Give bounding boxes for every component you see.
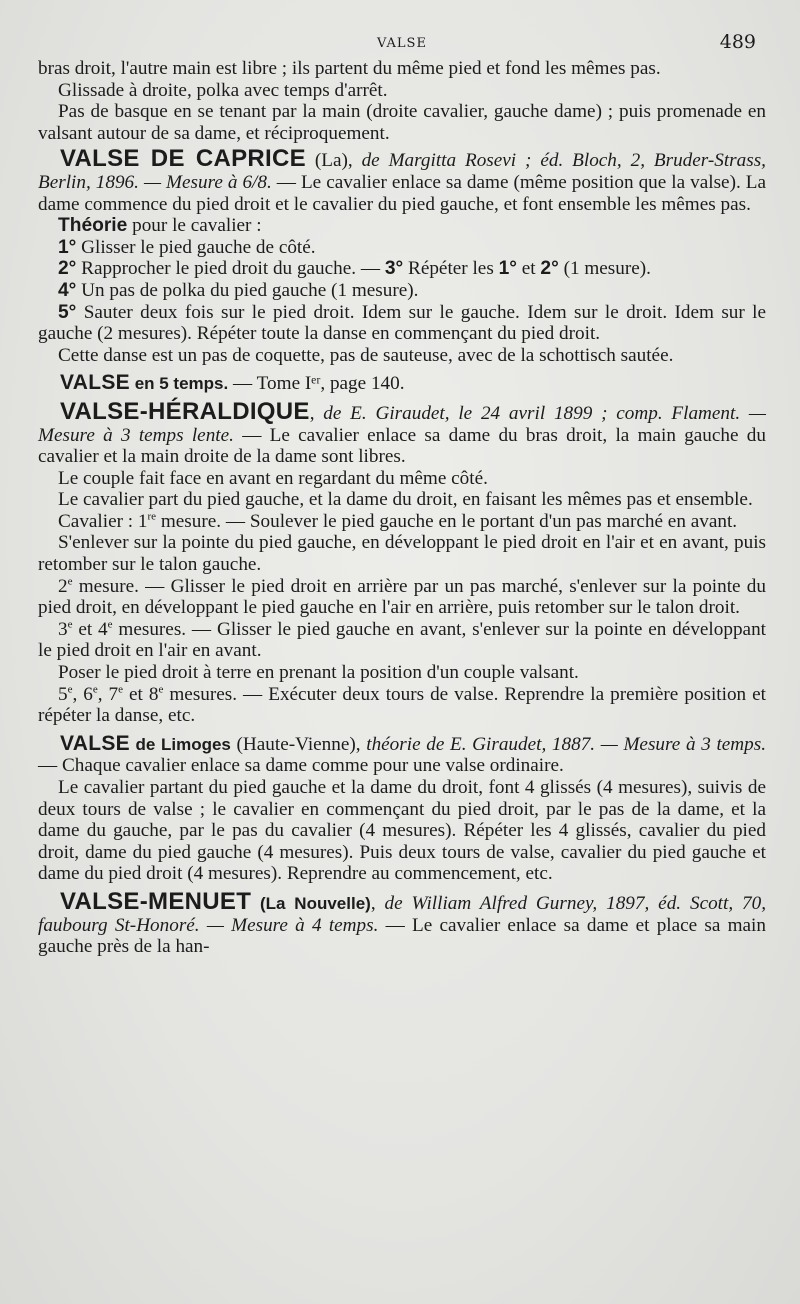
page-number: 489 xyxy=(719,31,756,53)
entry-valse-de-limoges xyxy=(38,733,766,885)
entry-valse-menuet: VALSE-MENUET (La Nouvelle), de William Alfred Gurney, 1897, éd. Scott, 70, faubourg St-Honoré. — Mesure à 4 temps. — Le cavalier enlace sa dame et place sa main gauche près de la han- xyxy=(38,887,767,958)
entry-description: — Le cavalier enlace sa dame et place sa main gauche près de la han- xyxy=(38,914,766,958)
body-text xyxy=(38,58,766,958)
paragraph: 5e, 6e, 7e et 8e mesures. — Exécuter deux tours de valse. Reprendre la première position et répéter la danse, etc. xyxy=(38,683,766,727)
entry-description: — Le cavalier enlace sa dame du bras droit, la main gauche du cavalier et la main droite de la dame sont libres. xyxy=(38,424,766,468)
entry-subtitle: en 5 temps. xyxy=(129,374,229,394)
entry-article: (La), xyxy=(305,150,362,172)
running-title: VALSE xyxy=(377,36,427,51)
entry-valse-heraldique: VALSE-HÉRALDIQUE, de E. Giraudet, le 24 avril 1899 ; comp. Flament. — Mesure à 3 temps lente. — Le cavalier enlace sa dame du bras droit, la main gauche du cavalier et la main droite de la dame sont libres. Le couple fait face en avant en regardant du même côté. Le cavalier part du pied gauche, et la dame du droit, en faisant les mêmes pas et ensemble. Cavalier : 1re mesure. — Soulever le pied gauche en le portant d'un pas marché en avant. S'enlever sur la pointe du pied gauche, en développant le pied droit en l'air et en avant, puis retomber sur le talon gauche. 2e mesure. — Glisser le pied droit en arrière par un pas marché, s'enlever sur la pointe du pied droit, en développant le pied gauche en l'air en arrière, puis retomber sur le talon droit. 3e et 4e mesures. — Glisser le pied gauche en avant, s'enlever sur la pointe en développant le pied droit en l'air en avant. Poser le pied droit à terre en prenant la position d'un couple valsant. 5e, 6e, 7e et 8e mesures. — Exécuter deux tours de valse. Reprendre la première position et répéter la danse, etc. xyxy=(38,397,766,727)
paragraph: Poser le pied droit à terre en prenant la position d'un couple valsant. xyxy=(58,662,579,684)
paragraph: Le cavalier part du pied gauche, et la dame du droit, en faisant les mêmes pas et ensemble. xyxy=(58,489,753,511)
step-1: 1° Glisser le pied gauche de côté. xyxy=(58,236,316,258)
entry-description: — Chaque cavalier enlace sa dame comme pour une valse ordinaire. xyxy=(38,755,564,777)
entry-title: VALSE xyxy=(60,371,130,395)
entry-title: VALSE DE CAPRICE xyxy=(60,145,306,173)
step-5: 5° Sauter deux fois sur le pied droit. Idem sur le gauche. Idem sur le droit. Idem sur le gauche (2 mesures). Répéter toute la danse en commençant du pied droit. xyxy=(38,301,766,345)
entry-source: de Margitta Rosevi ; éd. Bloch, 2, Bruder-Strass, Berlin, 1896. — Mesure à 6/8. xyxy=(38,150,766,193)
entry-subtitle: (La Nouvelle) xyxy=(251,893,371,913)
intro-glissade: Glissade à droite, polka avec temps d'arrêt. xyxy=(58,79,388,101)
paragraph: 2e mesure. — Glisser le pied droit en arrière par un pas marché, s'enlever sur la pointe du pied droit, en développant le pied gauche en l'air en arrière, puis retomber sur le talon droit. xyxy=(38,575,766,619)
intro-continuation: bras droit, l'autre main est libre ; ils partent du même pied et fond les mêmes pas. xyxy=(38,58,661,79)
entry-title: VALSE xyxy=(60,731,130,755)
entry-region: (Haute-Vienne), xyxy=(230,733,367,755)
paragraph: 3e et 4e mesures. — Glisser le pied gauche en avant, s'enlever sur la pointe en développant le pied droit en l'air en avant. xyxy=(38,618,766,662)
step-4: 4° Un pas de polka du pied gauche (1 mesure). xyxy=(58,279,419,301)
entry-source: de E. Giraudet, le 24 avril 1899 ; comp. Flament. — Mesure à 3 temps lente. xyxy=(38,402,766,446)
entry-subtitle: de Limoges xyxy=(129,734,231,754)
entry-title: VALSE-MENUET xyxy=(60,887,252,915)
entry-reference: — Tome Iᵉʳ, page 140. xyxy=(228,373,405,395)
paragraph: Le cavalier partant du pied gauche et la dame du droit, font 4 glissés (4 mesures), suivis de deux tours de valse ; le cavalier en commençant du pied droit, par le pas de la dame, et la dame du gauche, par le pas du cavalier (4 mesures). Répéter les 4 glissés, cavalier du pied droit, dame du pied gauche (4 mesures). Puis deux tours de valse, cavalier du pied gauche et dame du pied droit (4 mesures). Reprendre au commencement, etc. xyxy=(38,777,766,885)
page-header xyxy=(38,28,766,58)
intro-pas-de-basque: Pas de basque en se tenant par la main (droite cavalier, gauche dame) ; puis promenade en valsant autour de sa dame, et réciproquement. xyxy=(38,101,766,144)
theory-label: Théorie xyxy=(58,215,128,237)
entry-title: VALSE-HÉRALDIQUE xyxy=(60,397,310,425)
step-2-3: 2° Rapprocher le pied droit du gauche. — 3° Répéter les 1° et 2° (1 mesure). xyxy=(58,258,651,280)
paragraph: S'enlever sur la pointe du pied gauche, en développant le pied droit en l'air et en avant, puis retomber sur le talon gauche. xyxy=(38,532,766,576)
paragraph: Cavalier : 1re mesure. — Soulever le pied gauche en le portant d'un pas marché en avant. xyxy=(58,510,738,532)
theory-rest: pour le cavalier : xyxy=(127,215,262,237)
entry-valse-de-caprice xyxy=(38,145,766,366)
entry-source: théorie de E. Giraudet, 1887. — Mesure à 3 temps. xyxy=(366,733,766,755)
entry-source: de William Alfred Gurney, 1897, éd. Scott, 70, faubourg St-Honoré. — Mesure à 4 temps. xyxy=(38,892,767,936)
entry-description: — Le cavalier enlace sa dame (même position que la valse). La dame commence du pied droit et le cavalier du pied gauche, et font ensemble les mêmes pas. xyxy=(38,171,766,215)
paragraph: Le couple fait face en avant en regardant du même côté. xyxy=(58,467,488,489)
entry-valse-5-temps xyxy=(38,372,766,395)
caprice-closing: Cette danse est un pas de coquette, pas de sauteuse, avec de la schottisch sautée. xyxy=(58,344,674,366)
